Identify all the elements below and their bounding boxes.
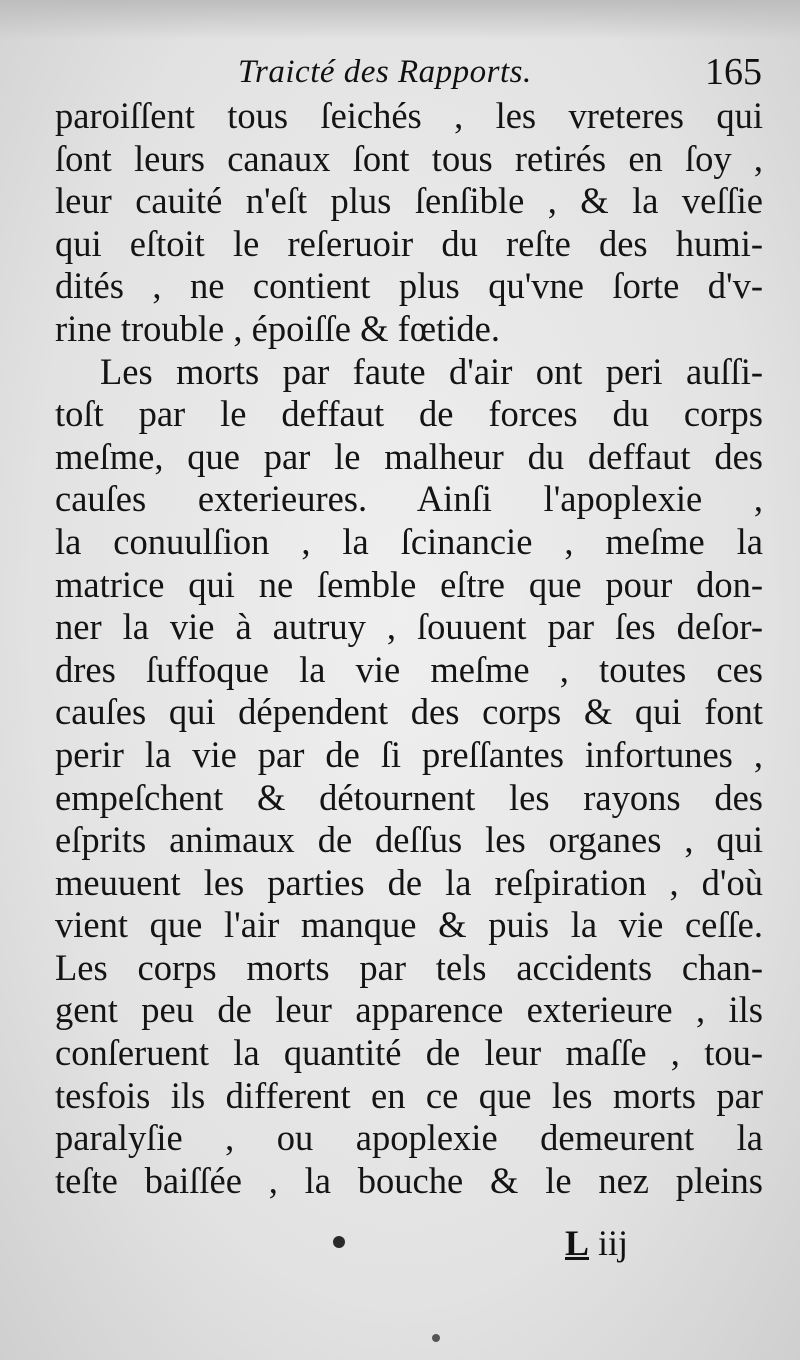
text-line: rine trouble , époiſſe & fœtide.	[55, 307, 500, 349]
text-line: meuuent les parties de la reſpiration , d'où	[55, 861, 763, 903]
text-line: matrice qui ne ſemble eſtre que pour don-	[55, 563, 763, 605]
text-line: perir la vie par de ſi preſſantes infortunes ,	[55, 733, 763, 775]
text-line: dités , ne contient plus qu'vne ſorte d'v-	[55, 265, 763, 307]
running-head-title: Traicté des Rapports.	[238, 54, 532, 90]
ink-blot	[432, 1334, 440, 1342]
page-number: 165	[705, 51, 762, 93]
signature-number: iij	[598, 1223, 629, 1263]
running-head	[0, 48, 800, 98]
signature-mark	[565, 1222, 628, 1264]
page-shadow	[0, 0, 800, 40]
body-text	[55, 95, 763, 1202]
text-line: tesfois ils different en ce que les morts par	[55, 1074, 763, 1116]
page-footer	[0, 1218, 800, 1268]
text-line: vient que l'air manque & puis la vie ceſſe.	[55, 904, 763, 946]
text-line: Les corps morts par tels accidents chan-	[55, 946, 763, 988]
text-line: paroiſſent tous ſeichés , les vreteres qui	[55, 95, 763, 136]
text-line: meſme, que par le malheur du deffaut des	[55, 435, 763, 477]
text-line: Les morts par faute d'air ont peri auſſi-	[100, 350, 763, 392]
text-line: empeſchent & détournent les rayons des	[55, 776, 763, 818]
text-line: gent peu de leur apparence exterieure , ils	[55, 989, 763, 1031]
text-line: cauſes qui dépendent des corps & qui font	[55, 691, 763, 733]
text-line: teſte baiſſée , la bouche & le nez pleins	[55, 1159, 763, 1201]
text-line: toſt par le deffaut de forces du corps	[55, 393, 763, 435]
text-line: ner la vie à autruy , ſouuent par ſes deſor-	[55, 606, 763, 648]
text-line: qui eſtoit le reſeruoir du reſte des humi-	[55, 222, 763, 264]
text-line: eſprits animaux de deſſus les organes , qui	[55, 819, 763, 861]
text-line: ſont leurs canaux ſont tous retirés en ſoy ,	[55, 137, 763, 179]
text-line: cauſes exterieures. Ainſi l'apoplexie ,	[55, 478, 763, 520]
text-line: paralyſie , ou apoplexie demeurent la	[55, 1117, 763, 1159]
text-line: conſeruent la quantité de leur maſſe , tou-	[55, 1032, 763, 1074]
text-line: la conuulſion , la ſcinancie , meſme la	[55, 520, 763, 562]
text-line: leur cauité n'eſt plus ſenſible , & la veſſie	[55, 180, 763, 222]
signature-letter: L	[565, 1223, 590, 1263]
text-line: dres ſuffoque la vie meſme , toutes ces	[55, 648, 763, 690]
